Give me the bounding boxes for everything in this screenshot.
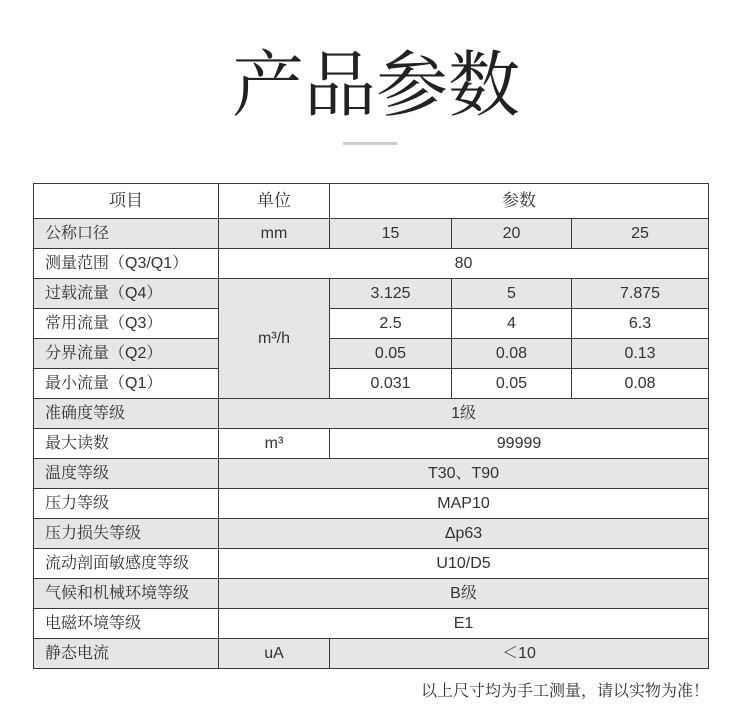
row-unit: m³ [219, 429, 330, 459]
row-value: 0.08 [572, 369, 709, 399]
flow-unit-cell: m³/h [219, 279, 330, 399]
row-value: U10/D5 [219, 549, 709, 579]
row-unit: uA [219, 639, 330, 669]
footer-note: 以上尺寸均为手工测量，请以实物为准！ [420, 683, 709, 700]
row-label: 最小流量（Q1） [34, 369, 219, 399]
row-label: 气候和机械环境等级 [34, 579, 219, 609]
row-label: 常用流量（Q3） [34, 309, 219, 339]
row-label: 分界流量（Q2） [34, 339, 219, 369]
table-row [34, 639, 709, 669]
table-row [34, 489, 709, 519]
table-row [34, 219, 709, 249]
row-label: 温度等级 [34, 459, 219, 489]
row-label: 静态电流 [34, 639, 219, 669]
row-value: 15 [330, 219, 452, 249]
table-header-row [34, 184, 709, 219]
row-label: 压力等级 [34, 489, 219, 519]
row-value: 4 [452, 309, 572, 339]
table-row [34, 429, 709, 459]
spec-table [33, 183, 709, 669]
table-row [34, 339, 709, 369]
row-value: B级 [219, 579, 709, 609]
row-value: 80 [219, 249, 709, 279]
row-value: 20 [452, 219, 572, 249]
row-value: 5 [452, 279, 572, 309]
row-label: 最大读数 [34, 429, 219, 459]
row-value: 1级 [219, 399, 709, 429]
row-value: 0.031 [330, 369, 452, 399]
header-unit: 单位 [219, 184, 330, 219]
row-value: T30、T90 [219, 459, 709, 489]
table-row [34, 579, 709, 609]
row-label: 准确度等级 [34, 399, 219, 429]
row-value: 6.3 [572, 309, 709, 339]
row-label: 公称口径 [34, 219, 219, 249]
row-label: 过载流量（Q4） [34, 279, 219, 309]
row-label: 流动剖面敏感度等级 [34, 549, 219, 579]
row-unit: mm [219, 219, 330, 249]
row-value: 0.05 [452, 369, 572, 399]
table-row [34, 399, 709, 429]
table-row [34, 519, 709, 549]
row-label: 压力损失等级 [34, 519, 219, 549]
header-params: 参数 [330, 184, 709, 219]
page-title: 产品参数 [231, 46, 520, 126]
table-row [34, 609, 709, 639]
table-row [34, 249, 709, 279]
row-value: 25 [572, 219, 709, 249]
row-value: 0.08 [452, 339, 572, 369]
row-value: 7.875 [572, 279, 709, 309]
row-value: ＜10 [330, 639, 709, 669]
table-row [34, 549, 709, 579]
row-value: 2.5 [330, 309, 452, 339]
row-value: 0.05 [330, 339, 452, 369]
title-divider [343, 142, 397, 145]
row-value: 3.125 [330, 279, 452, 309]
row-value: 0.13 [572, 339, 709, 369]
row-label: 测量范围（Q3/Q1） [34, 249, 219, 279]
table-row [34, 309, 709, 339]
row-value: E1 [219, 609, 709, 639]
table-row [34, 369, 709, 399]
row-value: MAP10 [219, 489, 709, 519]
header-item: 项目 [34, 184, 219, 219]
table-row [34, 279, 709, 309]
row-label: 电磁环境等级 [34, 609, 219, 639]
table-row [34, 459, 709, 489]
row-value: Δp63 [219, 519, 709, 549]
row-value: 99999 [330, 429, 709, 459]
